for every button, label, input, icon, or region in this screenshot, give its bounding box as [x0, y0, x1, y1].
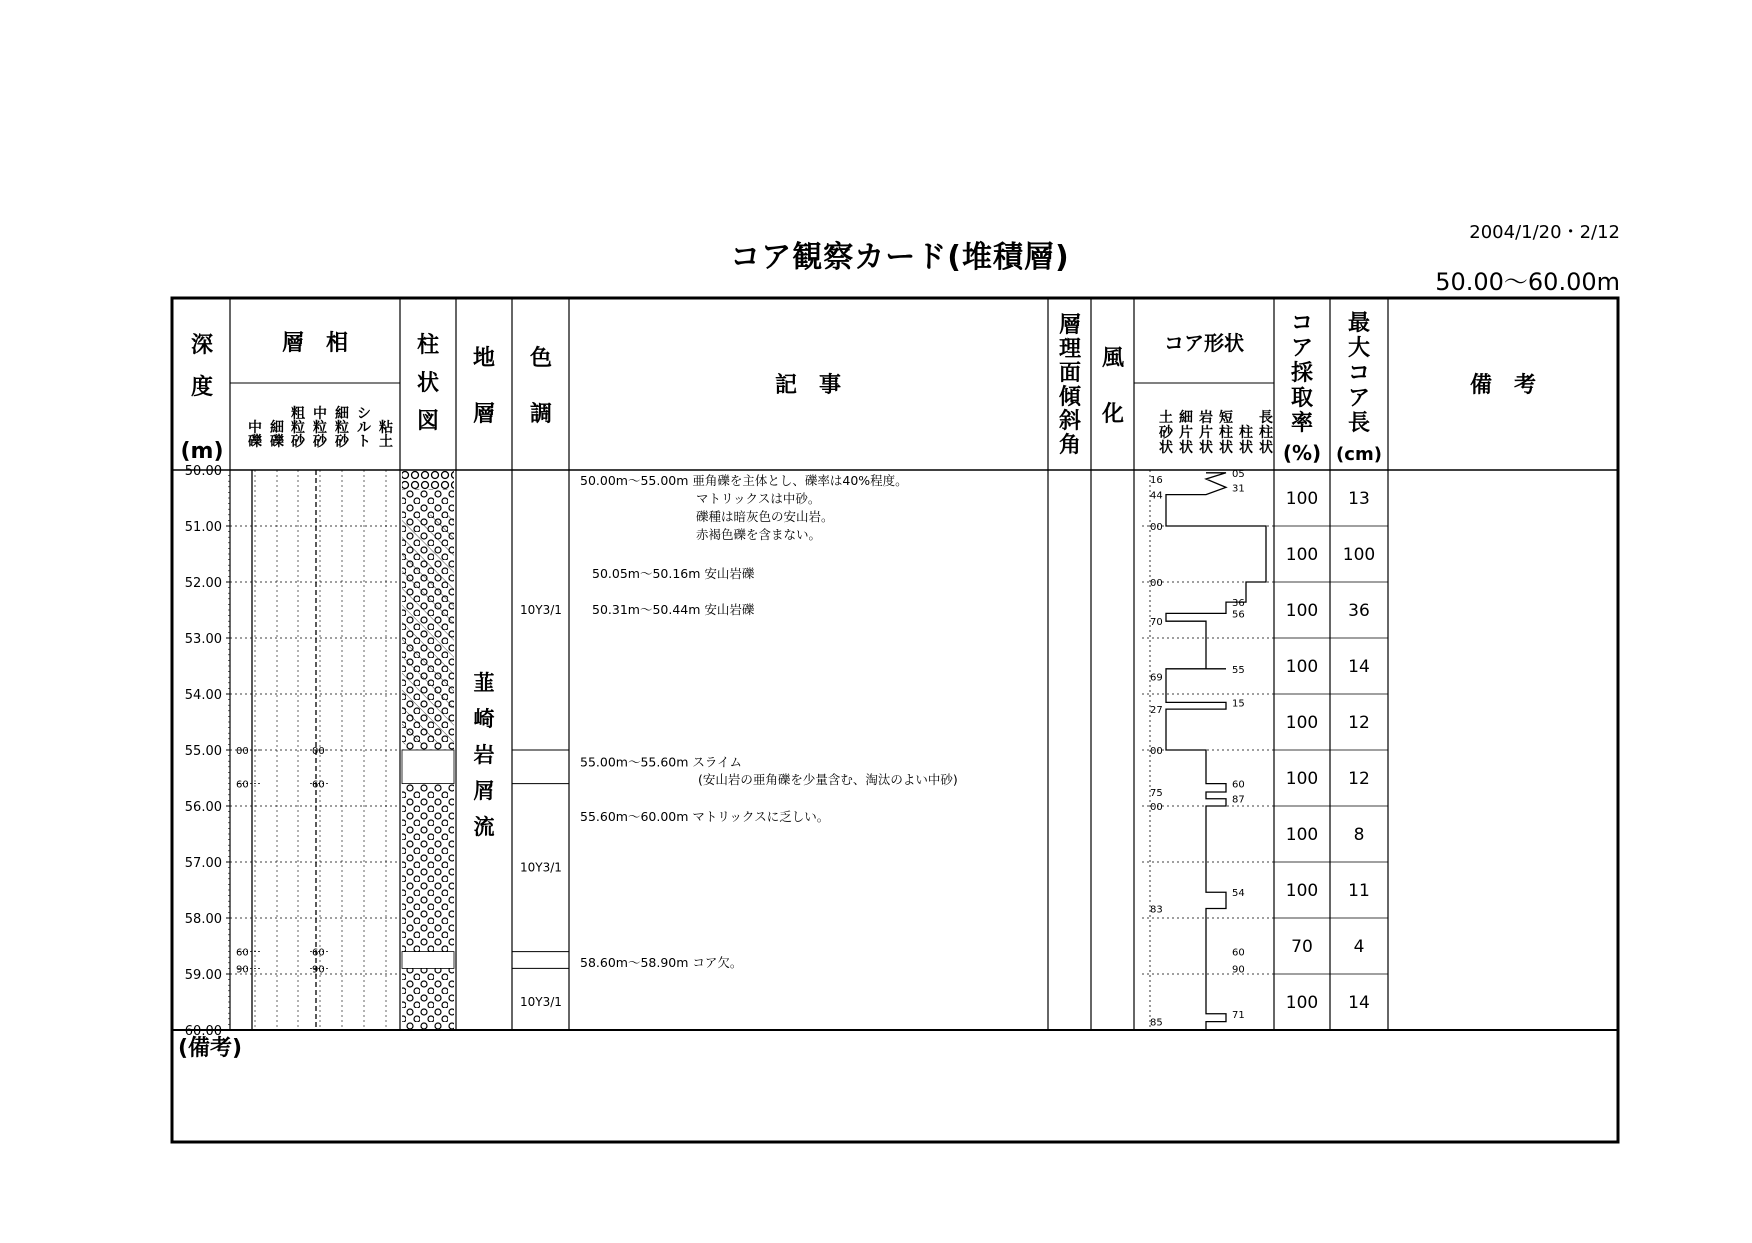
- max-core-value: 12: [1348, 713, 1370, 733]
- header-bedding-angle: 理: [1058, 337, 1082, 362]
- core-shape-label: 44: [1150, 490, 1163, 502]
- header-depth-unit: (m): [180, 439, 224, 464]
- lithology-hatch: [402, 515, 454, 745]
- depth-tick-label: 53.00: [184, 632, 222, 647]
- recovery-value: 100: [1285, 713, 1319, 733]
- depth-tick-label: 60.00: [184, 1024, 222, 1039]
- note-line: 礫種は暗灰色の安山岩。: [696, 509, 834, 525]
- header-bedding-angle: 面: [1058, 361, 1082, 386]
- recovery-value: 100: [1285, 993, 1319, 1013]
- header-max-core: ア: [1347, 386, 1371, 411]
- header-facies-sub: 土: [379, 434, 393, 450]
- note-line: 赤褐色礫を含まない。: [696, 526, 822, 542]
- facies-mark-label: 90: [312, 964, 325, 976]
- core-shape-label: 60: [1232, 779, 1245, 791]
- header-core-shape-sub: 細: [1179, 410, 1193, 426]
- strata-name-char: 韮: [473, 671, 495, 695]
- header-core-shape-sub: 状: [1219, 440, 1233, 456]
- header-bedding-angle: 傾: [1058, 385, 1082, 410]
- note-line: 55.00m〜55.60m スライム: [580, 754, 743, 770]
- header-facies-sub: ト: [357, 434, 371, 450]
- core-shape-label: 70: [1150, 617, 1163, 629]
- lithology-gravel-top: [402, 470, 454, 490]
- recovery-value: 70: [1291, 937, 1313, 957]
- note-line: 50.31m〜50.44m 安山岩礫: [592, 602, 755, 617]
- header-facies-sub: 粒: [291, 420, 305, 436]
- lithology-gravel-bottom: [402, 968, 454, 1030]
- depth-tick-label: 59.00: [184, 968, 222, 983]
- header-max-core: コ: [1347, 361, 1371, 386]
- facies-mark-label: 60: [236, 947, 249, 959]
- core-shape-label: 00: [1150, 578, 1163, 589]
- core-shape-label: 00: [1150, 522, 1163, 533]
- note-line: (安山岩の亜角礫を少量含む、淘汰のよい中砂): [698, 772, 958, 788]
- core-shape-label: 75: [1150, 788, 1163, 799]
- note-line: 55.60m〜60.00m マトリックスに乏しい。: [580, 809, 830, 825]
- header-facies: 層 相: [281, 331, 349, 356]
- depth-tick-label: 56.00: [184, 800, 222, 815]
- header-core-shape-sub: 岩: [1199, 410, 1213, 426]
- header-core-shape-sub: 片: [1199, 425, 1213, 441]
- header-facies-sub: ル: [357, 420, 371, 436]
- max-core-value: 36: [1348, 601, 1370, 621]
- recovery-value: 100: [1285, 769, 1319, 789]
- header-strata: 地: [472, 346, 496, 371]
- strata-name-char: 屑: [473, 779, 495, 803]
- recovery-value: 100: [1285, 657, 1319, 677]
- header-core-shape-sub: 柱: [1219, 425, 1233, 441]
- header-recovery: 採: [1290, 361, 1314, 386]
- core-shape-label: 55: [1232, 664, 1245, 676]
- depth-range: 50.00〜60.00m: [1435, 268, 1620, 296]
- facies-mark-label: 00: [312, 746, 325, 757]
- recovery-value: 100: [1285, 601, 1319, 621]
- color-tone-label: 10Y3/1: [520, 860, 562, 875]
- facies-mark-label: 60: [312, 779, 325, 791]
- max-core-value: 100: [1342, 545, 1376, 565]
- core-shape-label: 05: [1232, 468, 1245, 480]
- header-core-shape-sub: 土: [1159, 410, 1173, 426]
- max-core-value: 14: [1348, 657, 1370, 677]
- facies-mark-label: 90: [236, 964, 249, 976]
- max-core-value: 14: [1348, 993, 1370, 1013]
- facies-mark-label: 00: [236, 746, 249, 757]
- core-shape-label: 15: [1232, 698, 1245, 710]
- core-shape-label: 87: [1232, 794, 1245, 806]
- lithology-core-loss: [402, 952, 454, 969]
- core-shape-label: 56: [1232, 609, 1245, 621]
- header-column-chart: 状: [416, 371, 440, 396]
- recovery-value: 100: [1285, 825, 1319, 845]
- note-line: 50.00m〜55.00m 亜角礫を主体とし、礫率は40%程度。: [580, 473, 908, 489]
- header-core-shape-sub: 状: [1259, 440, 1273, 456]
- color-tone-label: 10Y3/1: [520, 995, 562, 1009]
- header-core-shape-sub: 状: [1199, 440, 1213, 456]
- header-facies-sub: 中: [248, 420, 262, 436]
- max-core-value: 13: [1348, 489, 1370, 509]
- header-column-chart: 図: [416, 409, 440, 434]
- header-core-shape: コア形状: [1164, 331, 1244, 355]
- header-facies-sub: 粘: [379, 420, 393, 436]
- header-core-shape-sub: 長: [1259, 410, 1273, 426]
- strata-name-char: 岩: [473, 743, 495, 767]
- facies-mark-label: 60: [312, 947, 325, 959]
- lithology-gravel-lower: [402, 784, 454, 952]
- header-recovery: 取: [1290, 386, 1314, 411]
- header-facies-sub: 礫: [248, 434, 262, 450]
- survey-date: 2004/1/20・2/12: [1469, 222, 1620, 243]
- note-line: 50.05m〜50.16m 安山岩礫: [592, 566, 755, 582]
- depth-tick-label: 52.00: [184, 576, 222, 591]
- header-facies-sub: 粒: [335, 420, 349, 436]
- note-line: 58.60m〜58.90m コア欠。: [580, 954, 743, 970]
- core-shape-label: 90: [1232, 964, 1245, 976]
- header-bedding-angle: 層: [1058, 313, 1082, 338]
- strata-name-char: 流: [473, 815, 495, 839]
- header-facies-sub: 中: [313, 406, 327, 422]
- core-shape-profile: [1166, 473, 1266, 1030]
- header-core-shape-sub: 柱: [1259, 425, 1273, 441]
- core-shape-label: 31: [1232, 483, 1245, 495]
- depth-tick-label: 55.00: [184, 744, 222, 759]
- core-shape-label: 54: [1232, 888, 1245, 900]
- strata-name-char: 崎: [473, 707, 495, 731]
- header-depth: 度: [190, 375, 214, 400]
- core-shape-label: 00: [1150, 746, 1163, 757]
- note-line: マトリックスは中砂。: [696, 491, 821, 507]
- color-tone-label: 10Y3/1: [520, 603, 562, 617]
- header-core-shape-sub: 状: [1159, 440, 1173, 456]
- depth-tick-label: 58.00: [184, 912, 222, 927]
- max-core-value: 4: [1353, 937, 1365, 957]
- header-facies-sub: 細: [270, 420, 284, 436]
- depth-tick-label: 51.00: [184, 520, 222, 535]
- header-core-shape-sub: 砂: [1159, 425, 1173, 441]
- header-max-core: 最: [1347, 311, 1371, 336]
- core-shape-label: 60: [1232, 947, 1245, 959]
- max-core-value: 11: [1348, 881, 1370, 901]
- header-recovery: ア: [1290, 336, 1314, 361]
- core-shape-label: 16: [1150, 474, 1163, 486]
- depth-tick-label: 54.00: [184, 688, 222, 703]
- header-strata: 層: [472, 402, 496, 427]
- header-color: 色: [529, 346, 553, 371]
- header-weathering: 化: [1101, 402, 1125, 427]
- recovery-value: 100: [1285, 545, 1319, 565]
- recovery-value: 100: [1285, 489, 1319, 509]
- depth-tick-label: 50.00: [184, 464, 222, 479]
- header-core-shape-sub: 柱: [1239, 425, 1253, 441]
- header-bedding-angle: 角: [1058, 433, 1082, 458]
- header-core-shape-sub: 片: [1179, 425, 1193, 441]
- header-recovery: コ: [1290, 311, 1314, 336]
- core-shape-label: 71: [1232, 1009, 1245, 1021]
- header-core-shape-sub: 状: [1239, 440, 1253, 456]
- core-shape-label: 27: [1150, 705, 1163, 717]
- max-core-value: 12: [1348, 769, 1370, 789]
- depth-tick-label: 57.00: [184, 856, 222, 871]
- header-facies-sub: 砂: [335, 434, 349, 450]
- header-max-core: 長: [1347, 411, 1371, 436]
- header-recovery-unit: (%): [1282, 441, 1322, 465]
- header-column-chart: 柱: [416, 333, 440, 358]
- recovery-value: 100: [1285, 881, 1319, 901]
- header-facies-sub: 礫: [270, 434, 284, 450]
- header-core-shape-sub: 短: [1219, 410, 1233, 426]
- page-title: コア観察カード(堆積層): [730, 240, 1070, 275]
- header-max-core: 大: [1347, 336, 1371, 361]
- header-remarks: 備 考: [1469, 373, 1537, 398]
- bottom-remarks-label: (備考): [178, 1036, 243, 1061]
- header-bedding-angle: 斜: [1058, 409, 1082, 434]
- header-facies-sub: 粗: [291, 406, 305, 422]
- header-facies-sub: 細: [335, 406, 349, 422]
- lithology-slime: [402, 750, 454, 784]
- header-max-core-unit: (cm): [1336, 444, 1382, 465]
- header-core-shape-sub: 状: [1179, 440, 1193, 456]
- max-core-value: 8: [1353, 825, 1365, 845]
- facies-mark-label: 60: [236, 779, 249, 791]
- header-weathering: 風: [1101, 346, 1125, 371]
- header-recovery: 率: [1290, 411, 1314, 436]
- core-shape-label: 83: [1150, 904, 1163, 916]
- header-notes: 記 事: [774, 373, 842, 398]
- header-facies-sub: 粒: [313, 420, 327, 436]
- core-shape-label: 00: [1150, 802, 1163, 813]
- core-shape-label: 36: [1232, 598, 1245, 610]
- header-facies-sub: 砂: [313, 434, 327, 450]
- header-facies-sub: シ: [357, 406, 371, 422]
- core-shape-label: 69: [1150, 672, 1163, 684]
- core-shape-label: 85: [1150, 1017, 1163, 1029]
- header-facies-sub: 砂: [291, 434, 305, 450]
- header-color: 調: [529, 402, 553, 427]
- header-depth: 深: [190, 333, 214, 358]
